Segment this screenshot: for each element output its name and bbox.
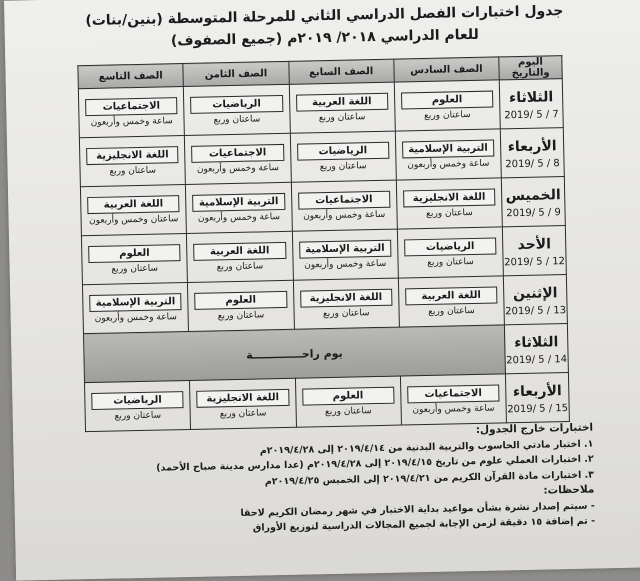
exam-cell — [397, 227, 503, 278]
subject-label: اللغة الانجليزية — [196, 389, 289, 408]
header-grade-7: الصف السابع — [288, 59, 394, 84]
subject-label: اللغة العربية — [193, 242, 286, 261]
subject-label: العلوم — [302, 387, 395, 406]
exam-schedule-sheet — [4, 0, 640, 581]
day-date-cell — [504, 324, 568, 374]
duration-label: ساعة وخمس وأربعون — [196, 163, 280, 175]
day-date-cell — [499, 79, 563, 129]
exam-cell — [400, 374, 506, 425]
duration-label: ساعتان وخمس وأربعون — [88, 214, 179, 227]
exam-cell — [291, 180, 397, 231]
schedule-body — [78, 79, 569, 432]
duration-label: ساعتان وربع — [109, 165, 157, 177]
duration-label: ساعتان وربع — [426, 207, 473, 219]
remark-item: - تم إضافة ١٥ دقيقة لزمن الإجابة لجميع المجالات الدراسية لتوزيع الأوراق — [252, 515, 596, 534]
exam-cell — [185, 133, 291, 184]
exam-cell — [295, 376, 401, 427]
header-grade-8: الصف الثامن — [183, 61, 289, 86]
duration-label: ساعة وخمس وأربعون — [90, 116, 173, 128]
day-date-cell — [503, 275, 567, 325]
subject-label: التربية الإسلامية — [89, 293, 182, 312]
schedule-subtitle: للعام الدراسي ٢٠١٨/ ٢٠١٩م (جميع الصفوف) — [170, 26, 479, 50]
subject-label: اللغة العربية — [405, 287, 498, 306]
subject-label: اللغة الانجليزية — [403, 189, 496, 208]
exam-cell — [394, 80, 500, 131]
day-name: الإثنين — [512, 284, 558, 302]
subject-label: الاجتماعيات — [85, 97, 178, 116]
exam-cell — [190, 378, 296, 429]
duration-label: ساعتان وربع — [114, 410, 162, 422]
day-name: الخميس — [505, 186, 561, 204]
duration-label: ساعتان وربع — [217, 310, 265, 322]
duration-label: ساعتان وربع — [324, 406, 372, 418]
exam-cell — [188, 280, 294, 331]
exam-date: 2019/ 5 / 12 — [504, 255, 566, 268]
duration-label: ساعتان وربع — [322, 308, 370, 320]
duration-label: ساعتان وربع — [428, 305, 475, 317]
day-date-cell — [501, 177, 565, 227]
exam-date: 2019/ 5 / 7 — [504, 108, 559, 121]
header-day-date: اليوم والتاريخ — [499, 56, 562, 80]
duration-label: ساعتان وربع — [111, 263, 159, 275]
subject-label: الاجتماعيات — [298, 191, 391, 210]
duration-label: ساعة وخمس وأربعون — [303, 209, 386, 222]
schedule-table — [77, 55, 570, 432]
remarks-heading: ملاحظات: — [543, 483, 595, 497]
exam-cell — [81, 233, 187, 284]
exam-cell — [187, 231, 293, 282]
header-grade-9: الصف التاسع — [78, 64, 184, 89]
exam-cell — [85, 380, 191, 431]
day-name: الأربعاء — [507, 137, 557, 155]
day-date-cell — [502, 226, 566, 276]
subject-label: التربية الإسلامية — [299, 240, 392, 259]
duration-label: ساعة وخمس وأربعون — [407, 158, 490, 171]
duration-label: ساعتان وربع — [213, 114, 261, 126]
duration-label: ساعة وخمس وأربعون — [304, 258, 387, 271]
notes-heading: اختبارات خارج الجدول: — [475, 421, 594, 436]
notes-section — [53, 421, 595, 541]
exam-date: 2019/ 5 / 9 — [506, 206, 561, 219]
exam-cell — [79, 136, 185, 187]
day-date-cell — [505, 373, 569, 423]
day-date-cell — [500, 128, 564, 178]
subject-label: الرياضيات — [91, 391, 184, 410]
subject-label: الاجتماعيات — [191, 144, 284, 163]
exam-cell — [292, 229, 398, 280]
exam-cell — [186, 182, 292, 233]
day-name: الأربعاء — [512, 382, 562, 400]
subject-label: اللغة الانجليزية — [86, 146, 179, 165]
exam-date: 2019/ 5 / 15 — [507, 402, 569, 415]
exam-cell — [82, 282, 188, 333]
day-name: الثلاثاء — [514, 333, 559, 351]
exam-date: 2019/ 5 / 13 — [505, 304, 567, 317]
duration-label: ساعتان وربع — [216, 261, 264, 273]
note-item: ٢. اختبارات العملي علوم من تاريخ ٢٠١٩/٤/١٥ إلى ٢٠١٩/٤/٢٨م (عدا مدارس مدينة صباح الأحمد) — [156, 453, 594, 474]
duration-label: ساعتان وربع — [427, 256, 474, 268]
remark-item: - سيتم إصدار نشرة بشأن مواعيد بداية الاختبار في شهر رمضان الكريم لاحقا — [240, 500, 595, 519]
duration-label: ساعة وخمس وأربعون — [412, 403, 495, 416]
exam-date: 2019/ 5 / 14 — [506, 353, 568, 366]
subject-label: الرياضيات — [404, 238, 497, 257]
duration-label: ساعتان وربع — [219, 408, 267, 420]
subject-label: الرياضيات — [190, 95, 283, 114]
exam-cell — [80, 185, 186, 236]
subject-label: اللغة العربية — [87, 195, 180, 214]
exam-cell — [290, 131, 396, 182]
subject-label: اللغة الانجليزية — [300, 289, 393, 308]
subject-label: الاجتماعيات — [407, 384, 500, 403]
subject-label: العلوم — [194, 291, 287, 310]
note-item: ٣. اختبارات مادة القرآن الكريم من ٢٠١٩/٤/٢١ إلى الخميس ٢٠١٩/٤/٢٥م — [264, 469, 595, 487]
exam-cell — [78, 87, 184, 138]
duration-label: ساعتان وربع — [318, 112, 366, 124]
header-grade-6: الصف السادس — [394, 57, 500, 82]
subject-label: التربية الإسلامية — [402, 140, 495, 159]
day-name: الثلاثاء — [508, 88, 554, 106]
exam-cell — [289, 82, 395, 133]
subject-label: الرياضيات — [297, 142, 390, 161]
subject-label: اللغة العربية — [296, 93, 389, 112]
note-item: ١. اختبار مادتي الحاسوب والتربية البدنية من ٢٠١٩/٤/١٤ إلى ٢٠١٩/٤/٢٨م — [259, 438, 594, 457]
exam-cell — [184, 84, 290, 135]
subject-label: التربية الإسلامية — [192, 193, 285, 212]
exam-cell — [398, 276, 504, 327]
duration-label: ساعتان وربع — [319, 161, 367, 173]
subject-label: العلوم — [401, 91, 494, 110]
duration-label: ساعة وخمس وأربعون — [197, 212, 281, 224]
duration-label: ساعة وخمس وأربعون — [94, 312, 177, 324]
exam-cell — [396, 178, 502, 229]
schedule-title: جدول اختبارات الفصل الدراسي الثاني للمرحلة المتوسطة (بنين/بنات) — [85, 3, 564, 30]
day-name: الأحد — [517, 235, 552, 253]
duration-label: ساعتان وربع — [423, 110, 471, 121]
exam-date: 2019/ 5 / 8 — [505, 157, 560, 170]
exam-cell — [395, 129, 501, 180]
exam-cell — [293, 278, 399, 329]
subject-label: العلوم — [88, 244, 181, 263]
rest-day-cell: يوم راحـــــــــــــة — [83, 325, 505, 383]
